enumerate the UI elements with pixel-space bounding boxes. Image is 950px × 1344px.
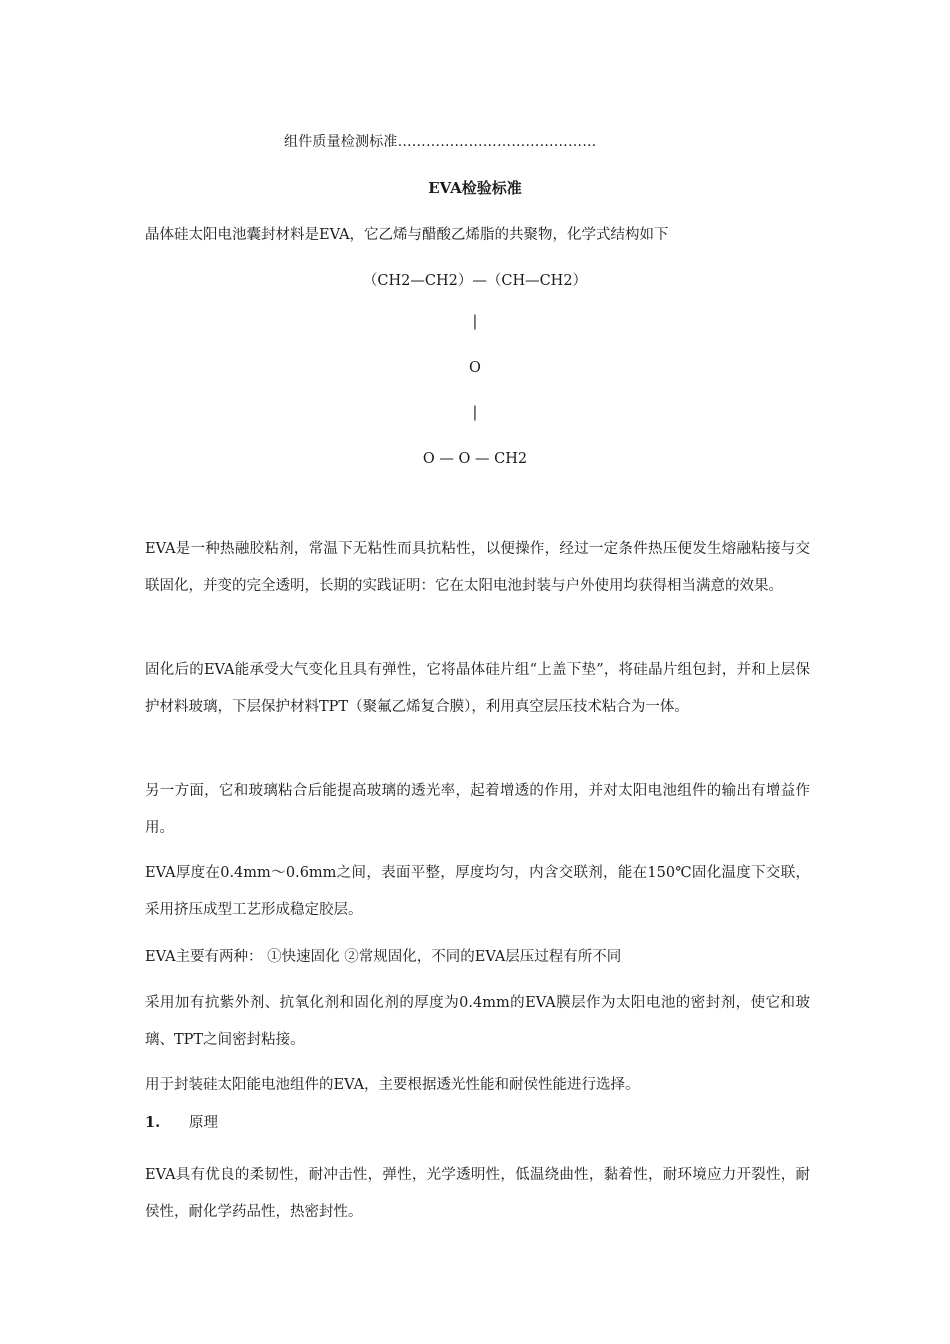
paragraph: 固化后的EVA能承受大气变化且具有弹性，它将晶体硅片组“上盖下垫”，将硅晶片组包封，并和上层保护材料玻璃，下层保护材料TPT（聚氟乙烯复合膜），利用真空层压技术粘合为一体。 [145,662,810,715]
formula-oxygen: O [469,360,481,376]
intro-paragraph: 晶体硅太阳电池囊封材料是EVA，它乙烯与醋酸乙烯脂的共聚物，化学式结构如下 [145,227,669,243]
formula-bond-vertical: | [472,314,478,330]
formula-side-group: O — O — CH2 [422,451,528,467]
paragraph: EVA是一种热融胶粘剂，常温下无粘性而具抗粘性，以便操作，经过一定条件热压便发生熔融粘接与交联固化，并变的完全透明，长期的实践证明：它在太阳电池封装与户外使用均获得相当满意的效果。 [145,541,810,594]
section-number: 1. [145,1114,161,1131]
section-title: 原理 [189,1115,218,1131]
paragraph: EVA主要有两种： ①快速固化 ②常规固化，不同的EVA层压过程有所不同 [145,949,622,965]
paragraph: 用于封装硅太阳能电池组件的EVA，主要根据透光性能和耐侯性能进行选择。 [145,1077,640,1093]
toc-line: 组件质量检测标准…………………………………… [284,134,597,150]
formula-bond-vertical: | [472,405,478,421]
section-heading [145,1111,218,1132]
paragraph: 采用加有抗紫外剂、抗氧化剂和固化剂的厚度为0.4mm的EVA膜层作为太阳电池的密封剂，使它和玻璃、TPT之间密封粘接。 [145,995,810,1048]
document-title: EVA检验标准 [428,179,522,197]
paragraph: 另一方面，它和玻璃粘合后能提高玻璃的透光率，起着增透的作用，并对太阳电池组件的输出有增益作用。 [145,783,810,836]
formula-line-main-chain: （CH2—CH2）—（CH—CH2） [362,273,588,289]
section-paragraph: EVA具有优良的柔韧性，耐冲击性，弹性，光学透明性，低温绕曲性，黏着性，耐环境应力开裂性，耐侯性，耐化学药品性，热密封性。 [145,1167,810,1220]
paragraph: EVA厚度在0.4mm～0.6mm之间，表面平整，厚度均匀，内含交联剂，能在150℃固化温度下交联，采用挤压成型工艺形成稳定胶层。 [145,865,810,918]
